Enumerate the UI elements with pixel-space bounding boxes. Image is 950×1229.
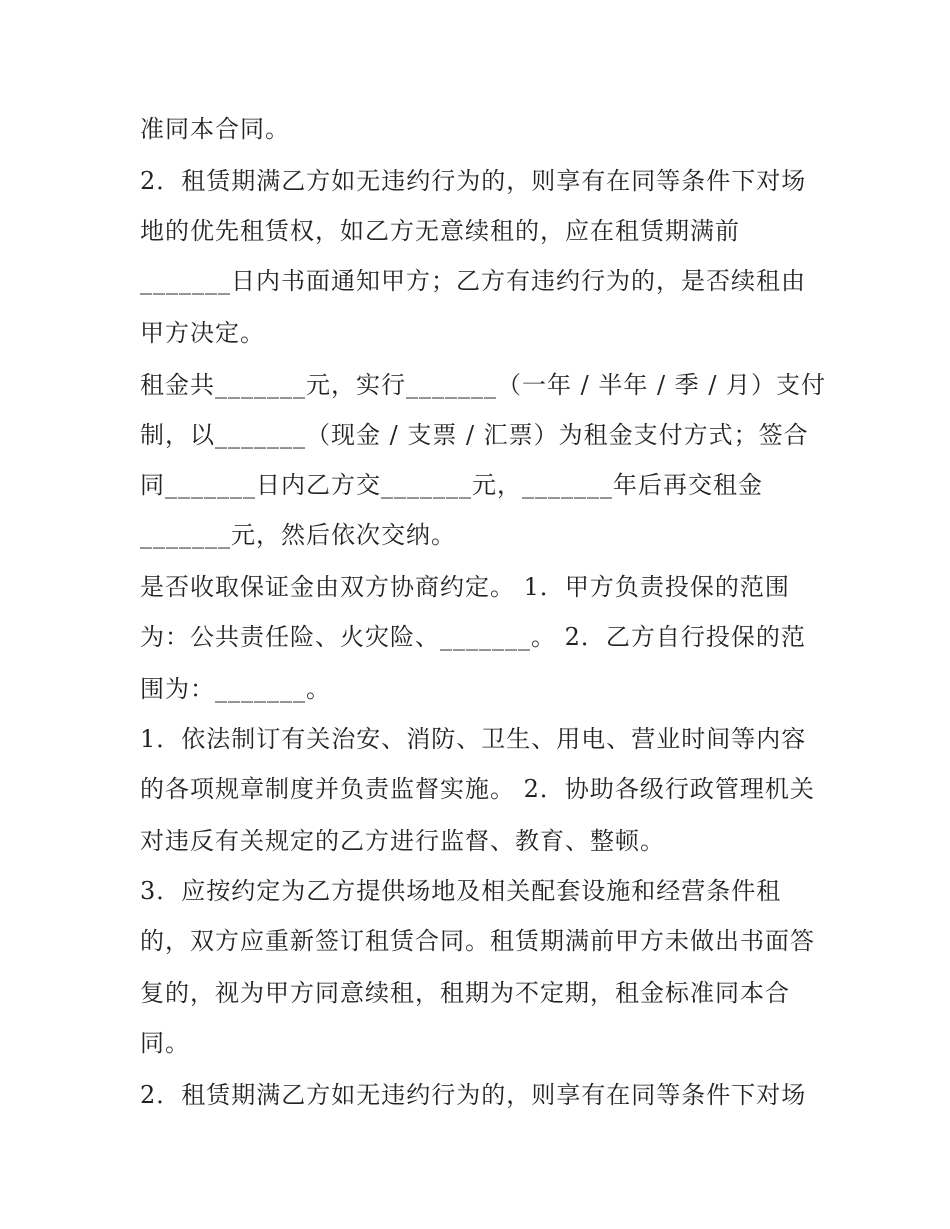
text-line: 3．应按约定为乙方提供场地及相关配套设施和经营条件租 — [140, 877, 782, 905]
text-line: 地的优先租赁权，如乙方无意续租的，应在租赁期满前 — [140, 217, 740, 245]
text-line: 2．租赁期满乙方如无违约行为的，则享有在同等条件下对场 — [140, 167, 807, 195]
text-line: 1．依法制订有关治安、消防、卫生、用电、营业时间等内容 — [140, 725, 807, 753]
text-line: 对违反有关规定的乙方进行监督、教育、整顿。 — [140, 827, 665, 855]
text-line: 复的，视为甲方同意续租，租期为不定期，租金标准同本合 — [140, 979, 790, 1007]
text-line: 的，双方应重新签订租赁合同。租赁期满前甲方未做出书面答 — [140, 927, 815, 955]
text-line: 制，以_______（现金 / 支票 / 汇票）为租金支付方式；签合 — [140, 421, 809, 449]
text-line: 2．租赁期满乙方如无违约行为的，则享有在同等条件下对场 — [140, 1081, 807, 1109]
text-line: _______日内书面通知甲方；乙方有违约行为的，是否续租由 — [140, 267, 806, 295]
text-line: 的各项规章制度并负责监督实施。 2．协助各级行政管理机关 — [140, 775, 815, 803]
text-line: 为：公共责任险、火灾险、_______。 2．乙方自行投保的范 — [140, 623, 806, 651]
text-line: 是否收取保证金由双方协商约定。 1．甲方负责投保的范围 — [140, 573, 790, 601]
text-line: 准同本合同。 — [140, 115, 290, 143]
text-line: 甲方决定。 — [140, 319, 265, 347]
text-line: 围为：_______。 — [140, 675, 331, 703]
text-line: 租金共_______元，实行_______（一年 / 半年 / 季 / 月）支付 — [140, 371, 827, 399]
text-line: _______元，然后依次交纳。 — [140, 521, 456, 549]
text-line: 同_______日内乙方交_______元，_______年后再交租金 — [140, 471, 763, 499]
text-line: 同。 — [140, 1029, 190, 1057]
